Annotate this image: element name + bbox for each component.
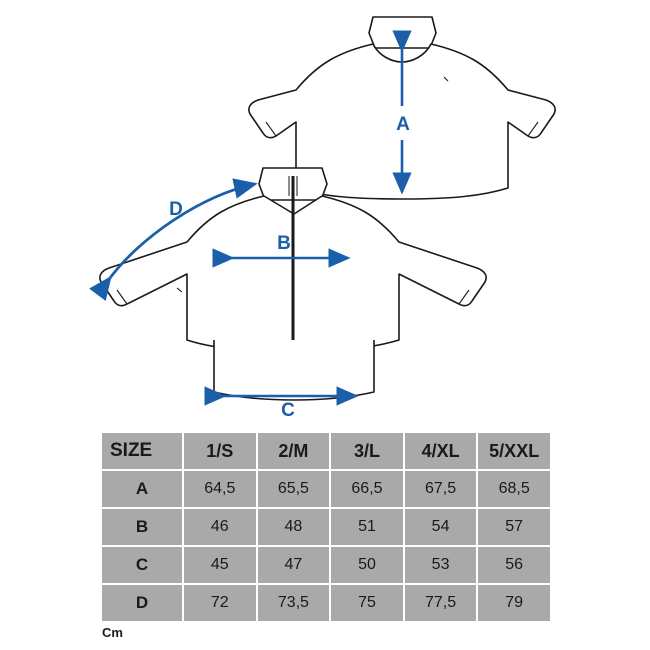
cell-b-5xxl: 57 bbox=[477, 508, 551, 546]
size-header-2: 3/L bbox=[330, 432, 404, 470]
size-header-1: 2/M bbox=[257, 432, 331, 470]
label-b: B bbox=[277, 233, 291, 254]
table-row bbox=[101, 546, 551, 584]
cell-b-2m: 48 bbox=[257, 508, 331, 546]
cell-b-3l: 51 bbox=[330, 508, 404, 546]
row-label-b: B bbox=[101, 508, 183, 546]
cell-a-5xxl: 68,5 bbox=[477, 470, 551, 508]
row-label-c: C bbox=[101, 546, 183, 584]
table-row bbox=[101, 470, 551, 508]
table-header-row bbox=[101, 432, 551, 470]
label-a: A bbox=[396, 114, 410, 135]
row-label-d: D bbox=[101, 584, 183, 622]
cell-a-1s: 64,5 bbox=[183, 470, 257, 508]
cell-d-4xl: 77,5 bbox=[404, 584, 478, 622]
jacket-front-illustration bbox=[100, 168, 486, 400]
unit-note: Cm bbox=[102, 625, 123, 640]
cell-b-4xl: 54 bbox=[404, 508, 478, 546]
cell-c-5xxl: 56 bbox=[477, 546, 551, 584]
cell-c-4xl: 53 bbox=[404, 546, 478, 584]
label-c: C bbox=[281, 400, 295, 421]
cell-d-2m: 73,5 bbox=[257, 584, 331, 622]
cell-d-3l: 75 bbox=[330, 584, 404, 622]
cell-a-3l: 66,5 bbox=[330, 470, 404, 508]
cell-c-1s: 45 bbox=[183, 546, 257, 584]
cell-d-1s: 72 bbox=[183, 584, 257, 622]
size-header-3: 4/XL bbox=[404, 432, 478, 470]
row-label-a: A bbox=[101, 470, 183, 508]
cell-c-2m: 47 bbox=[257, 546, 331, 584]
size-header-4: 5/XXL bbox=[477, 432, 551, 470]
label-d: D bbox=[169, 199, 183, 220]
cell-a-2m: 65,5 bbox=[257, 470, 331, 508]
cell-b-1s: 46 bbox=[183, 508, 257, 546]
table-row bbox=[101, 584, 551, 622]
cell-d-5xxl: 79 bbox=[477, 584, 551, 622]
table-corner-header: SIZE bbox=[101, 432, 183, 470]
table-row bbox=[101, 508, 551, 546]
size-chart-table bbox=[100, 431, 552, 623]
size-header-0: 1/S bbox=[183, 432, 257, 470]
cell-a-4xl: 67,5 bbox=[404, 470, 478, 508]
cell-c-3l: 50 bbox=[330, 546, 404, 584]
